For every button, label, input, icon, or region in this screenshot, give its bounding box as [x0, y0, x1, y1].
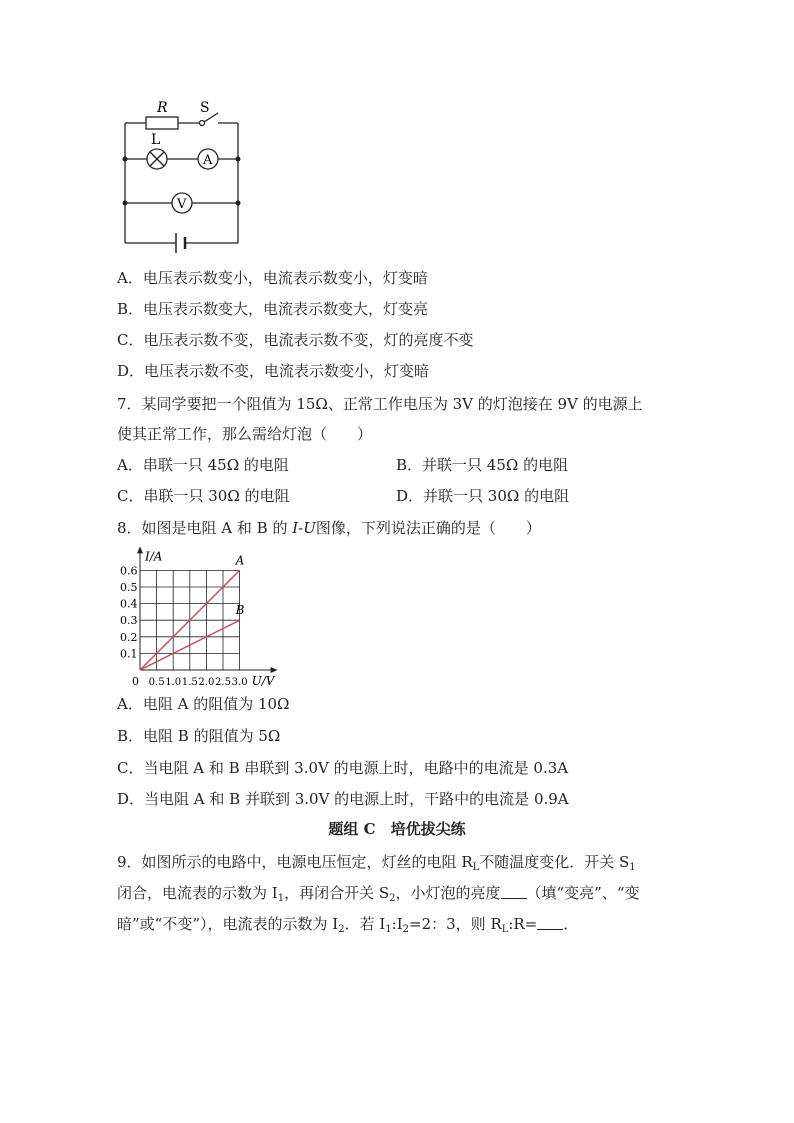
q8-option-a: A．电阻 A 的阻值为 10Ω [117, 695, 290, 713]
q6-option-a: A．电压表示数变小，电流表示数变小，灯变暗 [117, 269, 428, 287]
y-tick-label: 0.6 [120, 564, 138, 578]
answer-blank-2[interactable] [537, 915, 563, 930]
label-s: S [200, 100, 210, 116]
x-tick-label: 1.0 [165, 676, 182, 688]
q7-stem-line1: 7．某同学要把一个阻值为 15Ω、正常工作电压为 3V 的灯泡接在 9V 的电源上 [117, 395, 643, 413]
q9-l2-d: （填“变亮”、“变 [526, 884, 640, 902]
q9-l1-a: 9．如图所示的电路中，电源电压恒定，灯丝的电阻 R [117, 853, 473, 871]
label-v: V [177, 197, 187, 212]
q9-line2 [117, 883, 640, 909]
q9-l2-b: ，再闭合开关 S [284, 884, 390, 902]
q9-l3-a: 暗”或“不变”），电流表的示数为 I [117, 915, 339, 933]
q6-option-b: B．电压表示数变大，电流表示数变大，灯变亮 [117, 300, 429, 318]
q9-l1-sub2: 1 [629, 862, 636, 873]
q9-l3-sub4: L [501, 924, 509, 935]
q9-l3-b: ．若 I [344, 915, 386, 933]
q8-option-c: C．当电阻 A 和 B 串联到 3.0V 的电源上时，电路中的电流是 0.3A [117, 759, 569, 777]
q8-option-d: D．当电阻 A 和 B 并联到 3.0V 的电源上时，干路中的电流是 0.9A [117, 790, 569, 808]
series-label-b: B [235, 603, 245, 618]
circuit-diagram [110, 95, 260, 255]
q9-l2-a: 闭合，电流表的示数为 I [117, 884, 278, 902]
y-tick-label: 0.5 [120, 581, 138, 594]
iu-chart [110, 540, 290, 690]
y-axis-label: I/A [145, 549, 163, 564]
q8-option-b: B．电阻 B 的阻值为 5Ω [117, 727, 281, 745]
y-axis-arrow-icon [137, 546, 143, 553]
q9-line1 [117, 852, 636, 878]
q8-stem-post: 图像，下列说法正确的是（ ） [315, 519, 541, 537]
x-tick-label: 2.5 [215, 676, 231, 688]
label-a: A [203, 153, 213, 168]
section-heading: 题组 C 培优拔尖练 [328, 820, 466, 838]
origin-label: 0 [132, 675, 139, 688]
q9-l3-d: =2：3，则 R [409, 915, 502, 933]
q9-l3-c: :I [391, 915, 403, 933]
q9-l1-b: 不随温度变化．开关 S [479, 853, 630, 871]
label-r: R [157, 100, 168, 116]
q6-option-d: D．电压表示数不变，电流表示数变小，灯变暗 [117, 362, 430, 380]
label-l: L [151, 132, 161, 148]
x-axis-label: U/V [251, 674, 275, 688]
q8-stem [117, 518, 541, 538]
q6-option-c: C．电压表示数不变，电流表示数不变，灯的亮度不变 [117, 331, 474, 349]
q9-l2-sub2: 2 [389, 893, 396, 904]
q7-option-b: B．并联一只 45Ω 的电阻 [396, 456, 569, 474]
answer-blank-1[interactable] [501, 884, 527, 899]
y-tick-label: 0.4 [120, 597, 138, 611]
q9-line3 [117, 914, 578, 940]
q9-l2-sub1: 1 [277, 893, 285, 904]
series-label-a: A [235, 553, 245, 568]
q7-option-a: A．串联一只 45Ω 的电阻 [117, 456, 289, 474]
y-tick-label: 0.3 [120, 614, 138, 628]
q9-l3-f: ． [563, 915, 579, 933]
x-tick-label: 2.0 [198, 676, 215, 688]
resistor-r [146, 117, 178, 129]
q9-l3-sub3: 2 [402, 924, 410, 935]
q8-stem-pre: 8．如图是电阻 A 和 B 的 [117, 519, 293, 537]
q9-l1-sub: L [472, 862, 480, 873]
q9-l3-e: :R= [508, 915, 538, 933]
y-tick-label: 0.2 [120, 630, 138, 644]
q7-option-d: D．并联一只 30Ω 的电阻 [396, 487, 570, 505]
q9-l3-sub2: 1 [385, 924, 392, 935]
x-tick-label: 3.0 [231, 676, 248, 688]
q8-stem-iu: I-U [292, 519, 316, 537]
x-axis-arrow-icon [271, 667, 278, 673]
q9-l3-sub1: 2 [338, 924, 345, 935]
q7-option-c: C．串联一只 30Ω 的电阻 [117, 487, 290, 505]
q7-stem-line2: 使其正常工作，那么需给灯泡（ ） [117, 425, 373, 443]
y-tick-label: 0.1 [120, 647, 138, 661]
x-tick-label: 1.5 [181, 676, 198, 688]
x-tick-label: 0.5 [148, 676, 165, 688]
q9-l2-c: ，小灯泡的亮度 [395, 884, 501, 902]
